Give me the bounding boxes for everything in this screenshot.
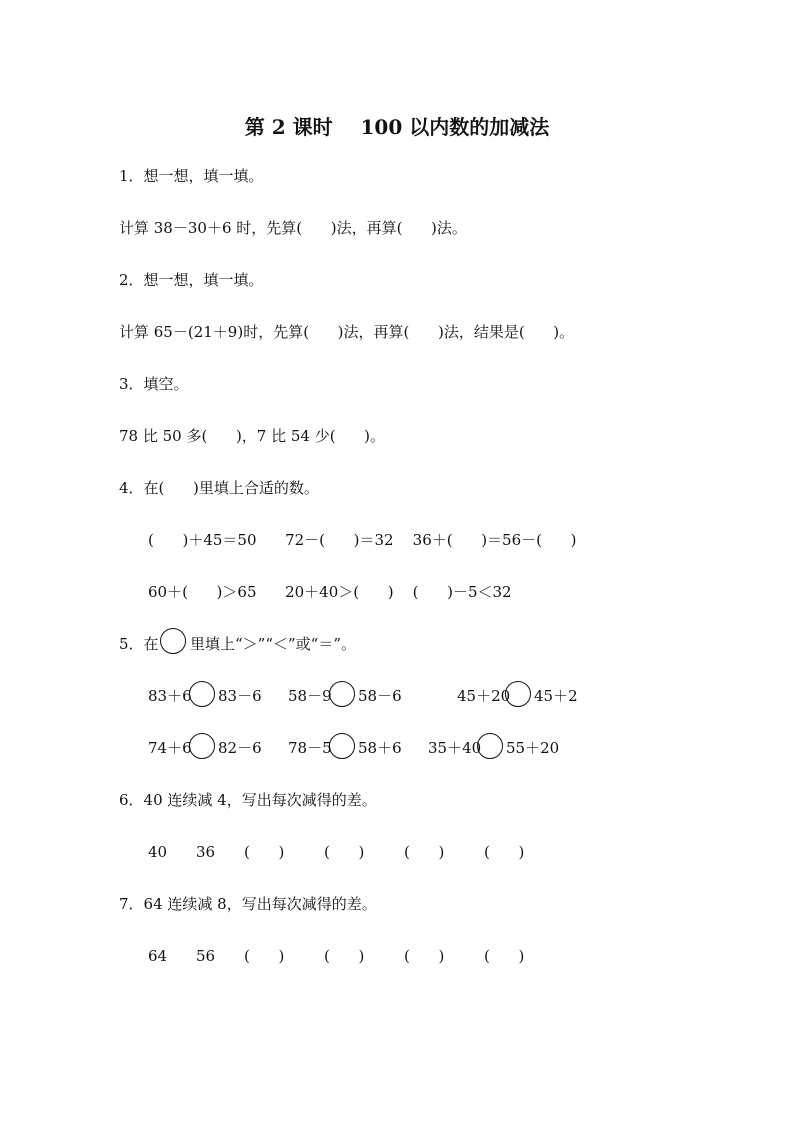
page-title: 第 2 课时 100 以内数的加减法 [244, 115, 550, 139]
compare-circle[interactable] [189, 681, 215, 707]
q1-text: 计算 38－30＋6 时，先算( )法，再算( )法。 [119, 219, 467, 237]
q5-label-pre: 5．在 [119, 635, 159, 653]
q4-row-1: ( )＋45＝50 72－( )＝32 36＋( )＝56－( ) [148, 531, 577, 549]
seq-item: 64 [148, 947, 168, 965]
q5-r2-left-3: 35＋40 [428, 739, 482, 757]
seq-blank[interactable]: ( ) [404, 843, 445, 861]
q5-r1-right-3: 45＋2 [534, 687, 578, 705]
seq-blank[interactable]: ( ) [244, 947, 285, 965]
answer-circle[interactable] [160, 628, 186, 654]
q6-label: 6．40 连续减 4，写出每次减得的差。 [119, 791, 377, 809]
q1-label: 1．想一想，填一填。 [119, 167, 264, 185]
q7-label: 7．64 连续减 8，写出每次减得的差。 [119, 895, 377, 913]
seq-item: 56 [196, 947, 216, 965]
q5-r1-right-1: 83－6 [218, 687, 262, 705]
q5-r1-left-1: 83＋6 [148, 687, 192, 705]
q5-r1-left-2: 58－9 [288, 687, 332, 705]
compare-circle[interactable] [189, 733, 215, 759]
compare-circle[interactable] [329, 733, 355, 759]
q5-label-post: 里填上“＞”“＜”或“＝”。 [190, 635, 357, 653]
q5-r2-left-1: 74＋6 [148, 739, 192, 757]
q5-r1-right-2: 58－6 [358, 687, 402, 705]
compare-circle[interactable] [329, 681, 355, 707]
q5-r2-right-2: 58＋6 [358, 739, 402, 757]
q5-r2-right-1: 82－6 [218, 739, 262, 757]
seq-blank[interactable]: ( ) [484, 843, 525, 861]
seq-item: 36 [196, 843, 216, 861]
seq-blank[interactable]: ( ) [404, 947, 445, 965]
q3-text: 78 比 50 多( )，7 比 54 少( )。 [119, 427, 386, 445]
q3-label: 3．填空。 [119, 375, 189, 393]
q5-r2-left-2: 78－5 [288, 739, 332, 757]
seq-blank[interactable]: ( ) [324, 843, 365, 861]
seq-item: 40 [148, 843, 168, 861]
q2-label: 2．想一想，填一填。 [119, 271, 264, 289]
compare-circle[interactable] [477, 733, 503, 759]
q4-row-2: 60＋( )＞65 20＋40＞( ) ( )－5＜32 [148, 583, 512, 601]
q2-text: 计算 65－(21＋9)时，先算( )法，再算( )法，结果是( )。 [119, 323, 575, 341]
compare-circle[interactable] [505, 681, 531, 707]
q4-label: 4．在( )里填上合适的数。 [119, 479, 319, 497]
seq-blank[interactable]: ( ) [244, 843, 285, 861]
q5-r2-right-3: 55＋20 [506, 739, 560, 757]
seq-blank[interactable]: ( ) [324, 947, 365, 965]
seq-blank[interactable]: ( ) [484, 947, 525, 965]
q5-r1-left-3: 45＋20 [457, 687, 511, 705]
